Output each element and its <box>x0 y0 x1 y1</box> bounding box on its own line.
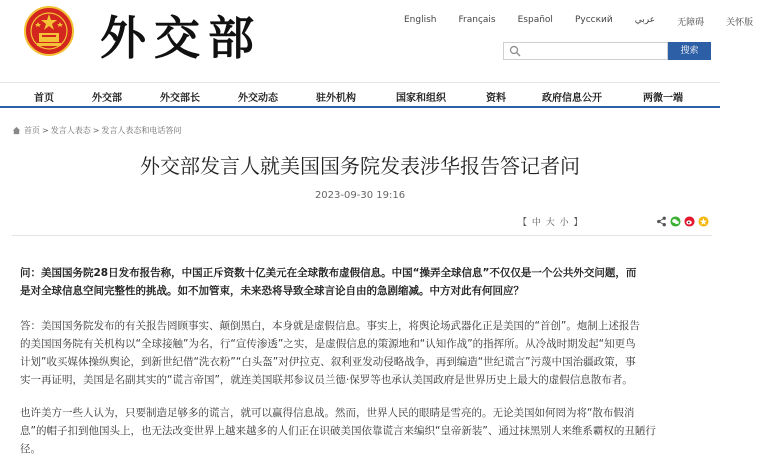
lang-french[interactable]: Français <box>458 15 496 25</box>
text-line: 的美国国务院有关机构以“全球接触”为名，行“宣传渗透”之实，是虚假信息的策源地和“认知作战”的指挥所。从冷战时期发起“知更鸟 <box>20 338 636 350</box>
accessibility-link[interactable]: 无障碍 <box>677 18 705 28</box>
nav-news[interactable]: 外交动态 <box>238 93 278 104</box>
breadcrumb-separator: > <box>42 126 49 135</box>
search-icon <box>509 45 521 57</box>
lang-spanish[interactable]: Español <box>517 15 553 25</box>
nav-gov-info[interactable]: 政府信息公开 <box>542 93 602 104</box>
article-title: 外交部发言人就美国国务院发表涉华报告答记者问 <box>140 154 580 178</box>
text-line: 息”的帽子扣到他国头上，也无法改变世界上越来越多的人们正在识破美国依靠谎言来编织“皇帝新装”、通过抹黑别人来维系霸权的丑陋行 <box>20 425 656 437</box>
font-size-control[interactable]: 【 中 大 小 】 <box>518 218 584 228</box>
nav-home[interactable]: 首页 <box>34 93 54 104</box>
breadcrumb-spokesperson[interactable]: 发言人表态 <box>50 126 91 135</box>
wechat-icon[interactable] <box>670 216 681 227</box>
qzone-icon[interactable] <box>698 216 709 227</box>
language-switcher <box>404 15 775 28</box>
lang-russian[interactable]: Русский <box>574 15 613 25</box>
text-line: 径。 <box>20 443 41 455</box>
nav-resources[interactable]: 资料 <box>486 93 506 104</box>
weibo-icon[interactable] <box>684 216 695 227</box>
nav-minister[interactable]: 外交部长 <box>160 93 200 104</box>
share-icon[interactable] <box>656 216 667 227</box>
care-mode-link[interactable]: 关怀版 <box>726 18 754 28</box>
lang-arabic[interactable]: عربي <box>634 15 656 25</box>
lang-english[interactable]: English <box>404 15 437 25</box>
text-line: 答：美国国务院发布的有关报告罔顾事实、颠倒黑白，本身就是虚假信息。事实上，将舆论场武器化正是美国的“首创”。炮制上述报告 <box>20 320 640 332</box>
site-logo[interactable]: 外交部 <box>100 11 262 65</box>
text-line: 是对全球信息空间完整性的挑战。如不加管束，未来恐将导致全球言论自由的急剧缩减。中方对此有何回应？ <box>20 285 524 297</box>
breadcrumb-current[interactable]: 发言人表态和电话答问 <box>101 126 182 135</box>
breadcrumb <box>12 125 181 136</box>
text-line: 实一再证明，美国是名副其实的“谎言帝国”，就连美国联邦参议员兰德·保罗等也承认美国政府是世界历史上最大的虚假信息散布者。 <box>20 374 633 386</box>
content-divider <box>12 235 712 236</box>
search-button[interactable]: 搜索 <box>668 42 711 60</box>
answer-paragraph-2 <box>20 404 700 458</box>
question-paragraph <box>20 264 700 300</box>
nav-social[interactable]: 两微一端 <box>643 93 683 104</box>
article-tools <box>518 215 718 229</box>
home-icon <box>12 126 21 135</box>
search-input[interactable] <box>524 43 664 59</box>
text-line: 也许美方一些人认为，只要制造足够多的谎言，就可以赢得信息战。然而，世界人民的眼睛是雪亮的。无论美国如何罔为将“散布假消 <box>20 407 635 419</box>
nav-countries[interactable]: 国家和组织 <box>396 93 446 104</box>
site-header <box>0 0 754 78</box>
nav-missions[interactable]: 驻外机构 <box>316 93 356 104</box>
nav-mfa[interactable]: 外交部 <box>92 93 122 104</box>
main-nav <box>0 82 720 108</box>
national-emblem-icon[interactable] <box>24 6 74 56</box>
breadcrumb-separator: > <box>92 126 100 135</box>
answer-paragraph <box>20 317 700 389</box>
text-line: 计划”收买媒体操纵舆论，到新世纪借“洗衣粉”“白头盔”对伊拉克、叙利亚发动侵略战争，再到编造“世纪谎言”污蔑中国治疆政策，事 <box>20 356 636 368</box>
article-date: 2023-09-30 19:16 <box>314 190 406 201</box>
text-line: 问：美国国务院28日发布报告称，中国正斥资数十亿美元在全球散布虚假信息。中国“操弄全球信息”不仅仅是一个公共外交问题，而 <box>20 267 637 279</box>
breadcrumb-home[interactable]: 首页 <box>24 126 40 135</box>
